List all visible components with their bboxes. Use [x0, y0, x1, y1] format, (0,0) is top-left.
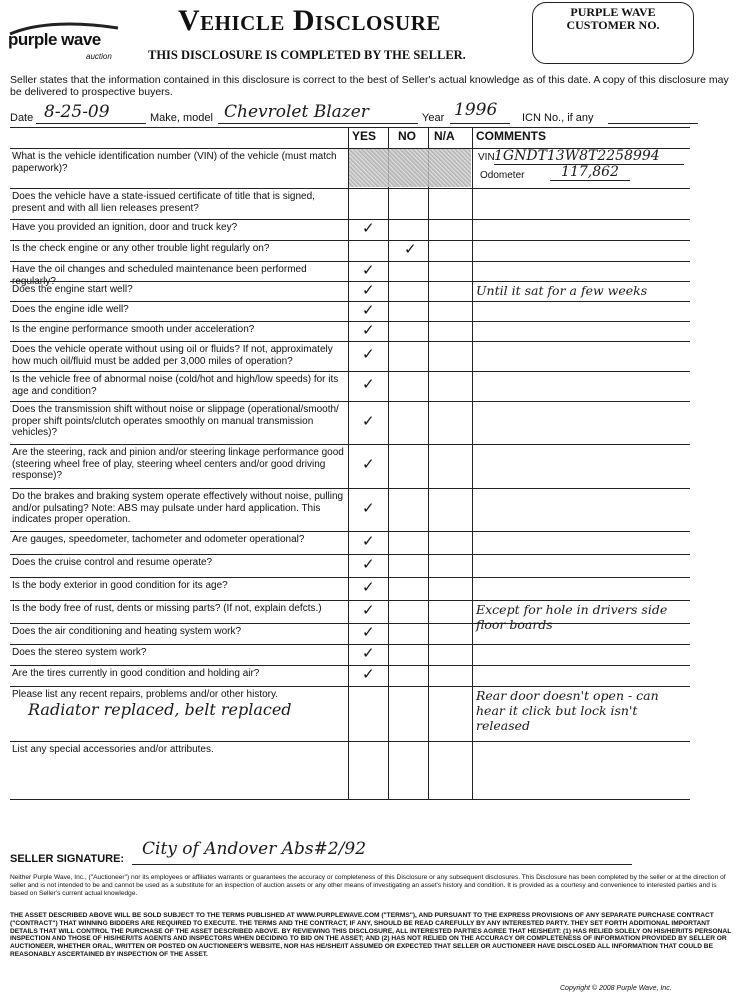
answer-cell-no[interactable] [388, 444, 428, 488]
vin-value: 1GNDT13W8T2258994 [494, 148, 684, 165]
checkmark-icon: ✓ [362, 219, 375, 237]
intro-statement: Seller states that the information contained in this disclosure is correct to the best of Seller's actual knowledge as of this date. A copy of this disclosure may be delivered to prospective buyers. [10, 74, 729, 98]
document-title: Vehicle Disclosure [178, 4, 441, 37]
make-model-value: Chevrolet Blazer [224, 102, 369, 122]
icn-label: ICN No., if any [522, 112, 594, 124]
copyright-text: Copyright © 2008 Purple Wave, Inc. [560, 985, 672, 992]
column-header-comments: COMMENTS [476, 129, 546, 143]
question-text: What is the vehicle identification number (VIN) of the vehicle (must match paperwork)? [12, 151, 337, 174]
table-rule-top [10, 127, 690, 128]
checkmark-icon: ✓ [404, 240, 417, 258]
checkmark-icon: ✓ [362, 554, 375, 573]
answer-cell-na[interactable] [428, 219, 472, 240]
answer-cell-na[interactable] [428, 623, 472, 644]
checkmark-icon: ✓ [362, 281, 375, 299]
question-text: Does the air conditioning and heating system work? [12, 626, 242, 637]
year-value: 1996 [454, 100, 498, 120]
question-text: Is the check engine or any other trouble light regularly on? [12, 243, 270, 254]
seller-signature-line[interactable] [132, 864, 632, 865]
customer-number-box [532, 2, 694, 64]
answer-cell-na[interactable] [428, 531, 472, 554]
question-text: Is the engine performance smooth under acceleration? [12, 324, 255, 335]
odometer-label: Odometer [480, 170, 525, 181]
question-text: Do the brakes and braking system operate effectively without noise, pulling and/or pulsating? Note: ABS may pulsate under hard application. This indicates proper operation. [12, 491, 344, 525]
answer-cell-na[interactable] [428, 488, 472, 531]
checkmark-icon: ✓ [362, 531, 375, 550]
answer-cell-na[interactable] [428, 188, 472, 219]
answer-cell-no[interactable] [388, 554, 428, 577]
icn-field[interactable] [608, 102, 698, 124]
table-row-rule [10, 799, 690, 800]
question-text: Does the vehicle have a state-issued certificate of title that is signed, present and with all lien releases present? [12, 191, 315, 214]
answer-cell-no[interactable] [388, 741, 428, 799]
disclosure-table [10, 127, 690, 832]
answer-cell-na[interactable] [428, 686, 472, 741]
answer-cell-no[interactable] [388, 341, 428, 371]
checkmark-icon: ✓ [362, 600, 375, 619]
answer-cell-no[interactable] [388, 301, 428, 321]
answer-cell-yes[interactable] [348, 741, 388, 799]
table-column-rule [472, 127, 473, 799]
question-text: Are the tires currently in good condition and holding air? [12, 668, 260, 679]
checkmark-icon: ✓ [362, 577, 375, 596]
checkmark-icon: ✓ [362, 345, 375, 363]
answer-cell-na[interactable] [428, 444, 472, 488]
question-text: Have you provided an ignition, door and truck key? [12, 222, 238, 233]
column-header-yes: YES [352, 129, 377, 143]
checkmark-icon: ✓ [362, 411, 375, 430]
repairs-handwritten: Radiator replaced, belt replaced [28, 700, 292, 719]
answer-cell-na[interactable] [428, 261, 472, 281]
vin-label: VIN [478, 152, 495, 163]
checkmark-icon: ✓ [362, 321, 375, 339]
question-text: Does the cruise control and resume operate? [12, 557, 213, 568]
disclaimer-text: Neither Purple Wave, Inc., ("Auctioneer") nor its employees or affiliates warrants or guarantees the accuracy or completeness of this Disclosure or any subsequent disclosures. This Disclosure has been completed by the seller or at the direction of seller and is not intended to be and cannot be used as a substitute for an inspection of auction assets or any other means of investigating an asset's history and condition. It is provided as a courtesy and convenience to interested parties and is based on Seller's current actual knowledge. [10, 874, 726, 897]
answer-cell-no[interactable] [388, 371, 428, 401]
answer-cell-na[interactable] [428, 577, 472, 600]
answer-cell-na[interactable] [428, 371, 472, 401]
column-header-no: NO [398, 129, 416, 143]
answer-cell-no[interactable] [388, 577, 428, 600]
handwritten-comment: Until it sat for a few weeks [476, 283, 648, 298]
logo-text: purple wave [8, 30, 101, 49]
question-text: List any special accessories and/or attributes. [12, 744, 214, 755]
answer-cell-na[interactable] [428, 741, 472, 799]
question-text: Please list any recent repairs, problems and/or other history. [12, 689, 279, 700]
checkmark-icon: ✓ [362, 665, 375, 683]
year-field[interactable] [450, 100, 510, 124]
answer-cell-na[interactable] [428, 341, 472, 371]
question-text: Is the body free of rust, dents or missing parts? (If not, explain defcts.) [12, 603, 322, 614]
checkmark-icon: ✓ [362, 498, 375, 517]
question-text: Are gauges, speedometer, tachometer and odometer operational? [12, 534, 305, 545]
answer-cell-yes[interactable] [348, 240, 388, 261]
column-header-na: N/A [434, 129, 455, 143]
question-text: Does the engine idle well? [12, 304, 129, 315]
year-label: Year [422, 112, 445, 124]
answer-cell-na[interactable] [428, 554, 472, 577]
shaded-cells [349, 149, 471, 187]
answer-cell-na[interactable] [428, 644, 472, 665]
odometer-value: 117,862 [550, 164, 630, 181]
customer-box-line1: PURPLE WAVE [570, 5, 656, 19]
date-field[interactable] [36, 102, 146, 124]
question-text: Does the engine start well? [12, 284, 133, 295]
seller-signature-label: SELLER SIGNATURE: [10, 853, 125, 865]
handwritten-comment: Rear door doesn't open - can hear it click but lock isn't released [476, 688, 659, 733]
answer-cell-no[interactable] [388, 623, 428, 644]
handwritten-comment: Except for hole in drivers side floor boards [476, 602, 668, 632]
answer-cell-na[interactable] [428, 665, 472, 686]
answer-cell-no[interactable] [388, 219, 428, 240]
customer-box-line2: CUSTOMER NO. [566, 18, 660, 32]
question-text: Is the body exterior in good condition for its age? [12, 580, 228, 591]
answer-cell-no[interactable] [388, 531, 428, 554]
seller-signature: City of Andover Abs#2/92 [142, 839, 367, 859]
checkmark-icon: ✓ [362, 623, 375, 641]
question-text: Are the steering, rack and pinion and/or steering linkage performance good (steering wheel free of play, steering wheel centers and/or good driving response)? [12, 447, 344, 481]
checkmark-icon: ✓ [362, 301, 375, 319]
question-text: Does the stereo system work? [12, 647, 147, 658]
make-label: Make, model [150, 112, 213, 124]
document-subtitle: THIS DISCLOSURE IS COMPLETED BY THE SELLER. [148, 48, 466, 62]
answer-cell-na[interactable] [428, 281, 472, 301]
answer-cell-na[interactable] [428, 321, 472, 341]
question-text: Does the vehicle operate without using oil or fluids? If not, approximately how much oil/fluid must be added per 3,000 miles of operation? [12, 344, 333, 367]
answer-cell-yes[interactable] [348, 188, 388, 219]
answer-cell-no[interactable] [388, 644, 428, 665]
answer-cell-no[interactable] [388, 686, 428, 741]
answer-cell-na[interactable] [428, 301, 472, 321]
answer-cell-no[interactable] [388, 600, 428, 623]
checkmark-icon: ✓ [362, 644, 375, 662]
answer-cell-no[interactable] [388, 321, 428, 341]
terms-text: THE ASSET DESCRIBED ABOVE WILL BE SOLD SUBJECT TO THE TERMS PUBLISHED AT WWW.PURPLEWAVE.COM ("TERMS"), AND PURSUANT TO THE EXPRESS PROVISIONS OF ANY SEPARATE PURCHASE CONTRACT ("CONTRACT") THAT WINNING BIDDERS ARE REQUIRED TO EXECUTE. THE TERMS AND THE CONTRACT, IF ANY, SHOULD BE READ CAREFULLY BY ANY INTERESTED PARTY. THEY SET FORTH ADDITIONAL IMPORTANT DETAILS THAT WILL CONTROL THE PURCHASE OF THE ASSET DESCRIBED ABOVE. BY REVIEWING THIS DISCLOSURE, ALL INTERESTED PARTIES AGREE THAT HE/SHE/IT: (1) HAS RELIED SOLELY ON HIS/HER/ITS PERSONAL INSPECTION AND THOSE OF HIS/HER/ITS AGENTS AND INSPECTORS WHEN DECIDING TO BID ON THE ASSET; AND (2) HAS NOT RELIED ON THE ACCURACY OR COMPLETENESS OF INFORMATION PROVIDED BY SELLER OR AUCTIONEER, WHETHER ORAL, WRITTEN OR POSTED ON AUCTIONEER'S WEBSITE, NOR HAS HE/SHE/IT ASSUMED OR EXPECTED THAT SELLER OR AUCTIONEER HAVE DISCLOSED ALL INFORMATION THAT COULD BE REASONABLY ASCERTAINED BY INSPECTION OF THE ASSET. [10, 912, 732, 958]
answer-cell-no[interactable] [388, 488, 428, 531]
answer-cell-no[interactable] [388, 281, 428, 301]
answer-cell-no[interactable] [388, 665, 428, 686]
answer-cell-yes[interactable] [348, 686, 388, 741]
purple-wave-logo [8, 22, 138, 61]
answer-cell-na[interactable] [428, 240, 472, 261]
answer-cell-na[interactable] [428, 600, 472, 623]
date-label: Date [10, 112, 34, 124]
logo-subtext: auction [86, 52, 112, 61]
answer-cell-no[interactable] [388, 188, 428, 219]
checkmark-icon: ✓ [362, 455, 375, 473]
question-text: Have the oil changes and scheduled maintenance been performed regularly? [12, 264, 307, 287]
question-text: Does the transmission shift without noise or slippage (operational/smooth/ proper shift points/clutch operates smoothly on manual transmission vehicles)? [12, 404, 339, 438]
date-value: 8-25-09 [44, 102, 110, 122]
checkmark-icon: ✓ [362, 261, 375, 279]
answer-cell-no[interactable] [388, 261, 428, 281]
answer-cell-na[interactable] [428, 401, 472, 444]
answer-cell-no[interactable] [388, 401, 428, 444]
question-text: Is the vehicle free of abnormal noise (cold/hot and high/low speeds) for its age and condition? [12, 374, 339, 397]
checkmark-icon: ✓ [362, 375, 375, 393]
make-model-field[interactable] [218, 102, 418, 124]
